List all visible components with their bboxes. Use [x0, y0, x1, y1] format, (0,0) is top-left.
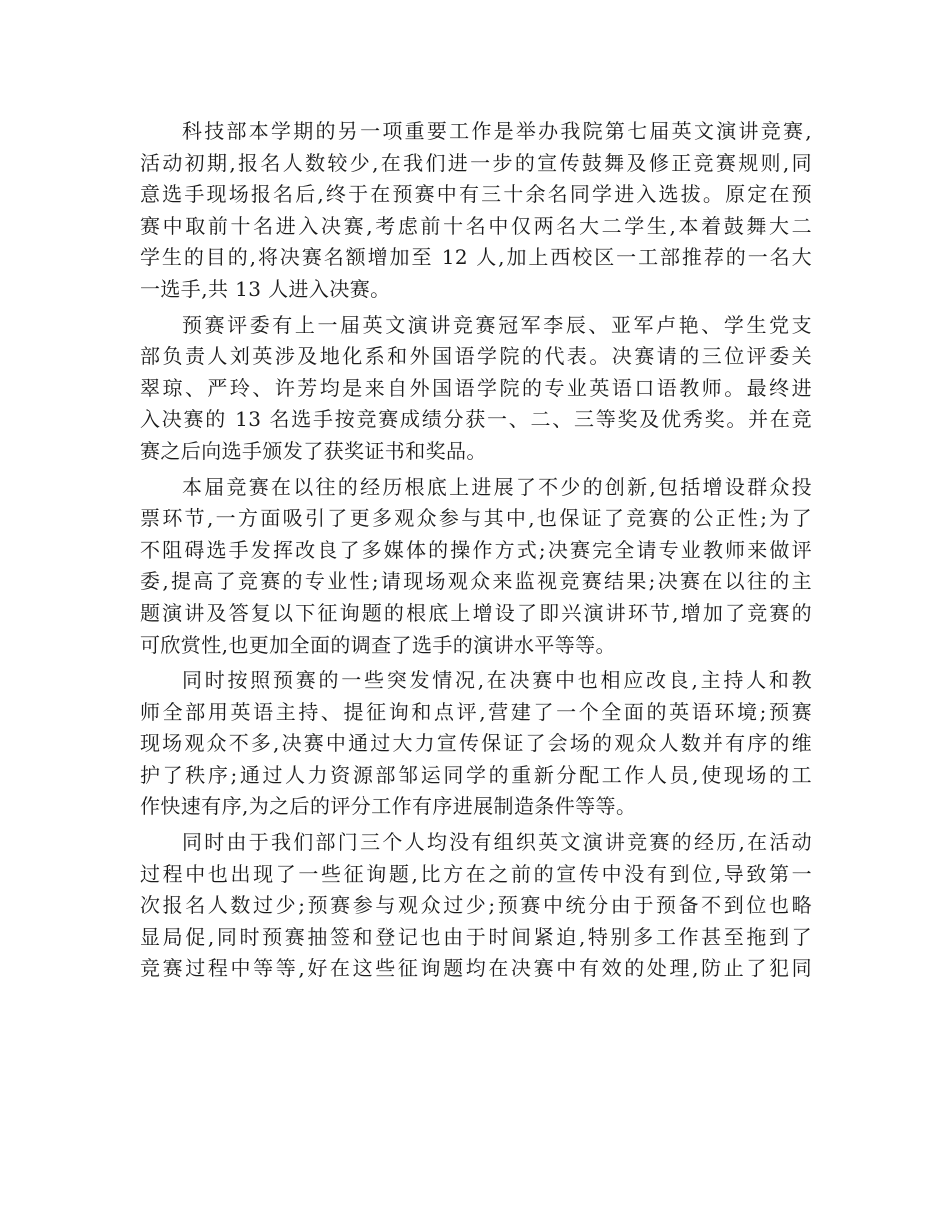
text-line: 题演讲及答复以下征询题的根底上增设了即兴演讲环节,增加了竞赛的 — [140, 600, 812, 625]
text-line: 科技部本学期的另一项重要工作是举办我院第七届英文演讲竞赛, — [182, 119, 812, 143]
text-line: 不阻碍选手发挥改良了多媒体的操作方式;决赛完全请专业教师来做评 — [140, 537, 812, 562]
text-line: 部负责人刘英涉及地化系和外国语学院的代表。决赛请的三位评委关 — [140, 344, 812, 369]
text-line: 预赛评委有上一届英文演讲竞赛冠军李辰、亚军卢艳、学生党支 — [182, 312, 812, 337]
text-line: 现场观众不多,决赛中通过大力宣传保证了会场的观众人数并有序的维 — [140, 731, 812, 756]
text-line: 赛之后向选手颁发了获奖证书和奖品。 — [140, 438, 487, 463]
paragraph-3 — [140, 472, 812, 662]
paragraph-2 — [140, 310, 812, 468]
text-line: 学生的目的,将决赛名额增加至 12 人,加上西校区一工部推荐的一名大 — [140, 245, 812, 270]
paragraph-4 — [140, 665, 812, 823]
text-line: 票环节,一方面吸引了更多观众参与其中,也保证了竞赛的公正性;为了 — [140, 506, 812, 531]
text-line: 可欣赏性,也更加全面的调查了选手的演讲水平等等。 — [140, 632, 616, 657]
text-line: 活动初期,报名人数较少,在我们进一步的宣传鼓舞及修正竞赛规则,同 — [140, 150, 812, 175]
text-line: 次报名人数过少;预赛参与观众过少;预赛中统分由于预备不到位也略 — [140, 893, 812, 918]
text-line: 入决赛的 13 名选手按竞赛成绩分获一、二、三等奖及优秀奖。并在竞 — [140, 407, 812, 432]
document-body — [140, 116, 812, 989]
text-line: 赛中取前十名进入决赛,考虑前十名中仅两名大二学生,本着鼓舞大二 — [140, 213, 812, 238]
text-line: 翠琼、严玲、许芳均是来自外国语学院的专业英语口语教师。最终进 — [140, 375, 812, 400]
text-line: 委,提高了竞赛的专业性;请现场观众来监视竞赛结果;决赛在以往的主 — [140, 569, 812, 594]
text-line: 同时按照预赛的一些突发情况,在决赛中也相应改良,主持人和教 — [182, 668, 812, 693]
text-line: 竞赛过程中等等,好在这些征询题均在决赛中有效的处理,防止了犯同 — [140, 956, 812, 981]
text-line: 过程中也出现了一些征询题,比方在之前的宣传中没有到位,导致第一 — [140, 861, 812, 886]
text-line: 作快速有序,为之后的评分工作有序进展制造条件等等。 — [140, 794, 637, 819]
text-line: 师全部用英语主持、提征询和点评,营建了一个全面的英语环境;预赛 — [140, 699, 812, 724]
text-line: 本届竞赛在以往的经历根底上进展了不少的创新,包括增设群众投 — [182, 474, 812, 499]
text-line: 一选手,共 13 人进入决赛。 — [140, 276, 391, 301]
text-line: 显局促,同时预赛抽签和登记也由于时间紧迫,特别多工作甚至拖到了 — [140, 924, 812, 949]
text-line: 同时由于我们部门三个人均没有组织英文演讲竞赛的经历,在活动 — [182, 830, 812, 855]
text-line: 意选手现场报名后,终于在预赛中有三十余名同学进入选拔。原定在预 — [140, 182, 812, 207]
paragraph-5 — [140, 827, 812, 985]
text-line: 护了秩序;通过人力资源部邹运同学的重新分配工作人员,使现场的工 — [140, 762, 812, 787]
paragraph-1 — [140, 116, 812, 306]
